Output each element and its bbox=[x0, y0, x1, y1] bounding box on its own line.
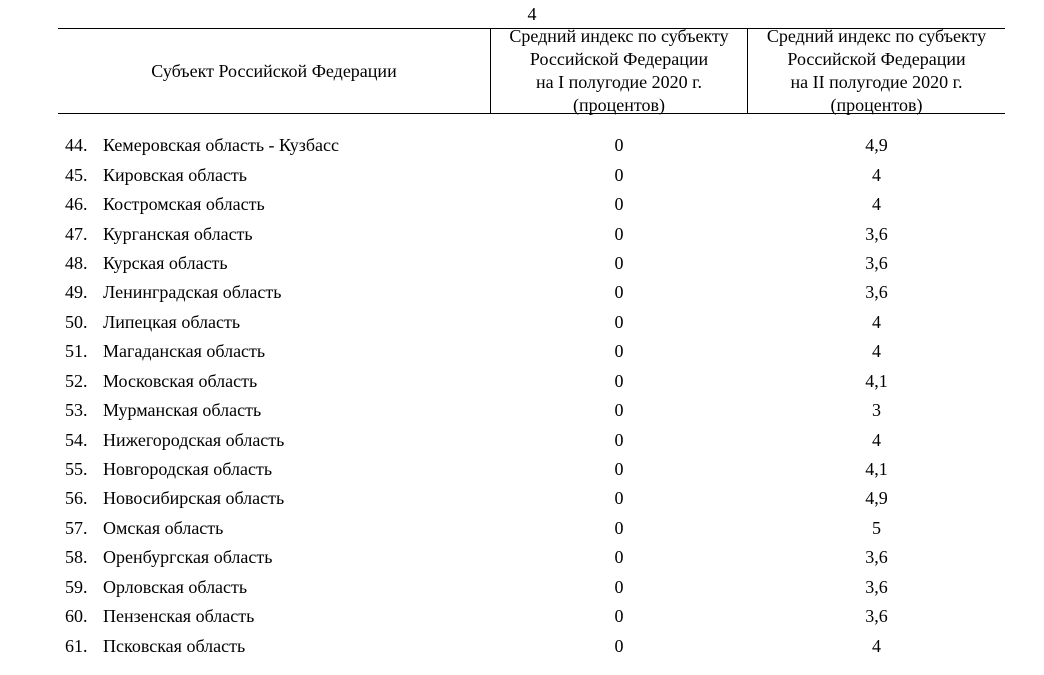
row-number: 53. bbox=[65, 400, 88, 421]
row-number: 46. bbox=[65, 194, 88, 215]
second-half-index: 4 bbox=[872, 341, 881, 362]
subject-name: Новгородская область bbox=[103, 459, 273, 480]
first-half-index: 0 bbox=[614, 635, 624, 656]
second-half-index: 4,1 bbox=[865, 459, 888, 480]
second-half-index: 4 bbox=[872, 194, 881, 215]
page-number: 4 bbox=[527, 4, 537, 24]
subject-name: Нижегородская область bbox=[103, 429, 285, 450]
second-half-index: 3,6 bbox=[865, 547, 888, 568]
first-half-index: 0 bbox=[614, 400, 624, 421]
table-row bbox=[58, 484, 1005, 513]
second-half-index: 4,1 bbox=[865, 370, 888, 391]
subject-name: Магаданская область bbox=[103, 341, 266, 362]
row-number: 49. bbox=[65, 282, 88, 303]
first-half-index: 0 bbox=[614, 341, 624, 362]
row-number: 47. bbox=[65, 223, 88, 244]
first-half-index: 0 bbox=[614, 488, 624, 509]
row-number: 51. bbox=[65, 341, 88, 362]
row-number: 61. bbox=[65, 635, 88, 656]
table-row bbox=[58, 396, 1005, 425]
first-half-index: 0 bbox=[614, 194, 624, 215]
table-row bbox=[58, 455, 1005, 484]
row-number: 45. bbox=[65, 164, 88, 185]
second-half-index: 4,9 bbox=[865, 135, 888, 156]
second-half-index: 3,6 bbox=[865, 252, 888, 273]
row-number: 50. bbox=[65, 311, 88, 332]
subject-name: Костромская область bbox=[103, 194, 265, 215]
table-row bbox=[58, 308, 1005, 337]
first-half-index: 0 bbox=[614, 311, 624, 332]
row-number: 56. bbox=[65, 488, 88, 509]
second-half-index: 4 bbox=[872, 164, 881, 185]
subject-name: Мурманская область bbox=[103, 400, 262, 421]
subject-name: Псковская область bbox=[103, 635, 246, 656]
header-subject: Субъект Российской Федерации bbox=[151, 60, 397, 81]
table-row bbox=[58, 514, 1005, 543]
row-number: 60. bbox=[65, 606, 88, 627]
table-row bbox=[58, 190, 1005, 219]
table-header bbox=[58, 28, 1005, 114]
second-half-index: 4 bbox=[872, 635, 881, 656]
first-half-index: 0 bbox=[614, 547, 624, 568]
first-half-index: 0 bbox=[614, 135, 624, 156]
subject-name: Липецкая область bbox=[103, 311, 241, 332]
table-row bbox=[58, 425, 1005, 454]
subject-name: Новосибирская область bbox=[103, 488, 285, 509]
table-row bbox=[58, 249, 1005, 278]
row-number: 55. bbox=[65, 459, 88, 480]
second-half-index: 3,6 bbox=[865, 606, 888, 627]
subject-name: Московская область bbox=[103, 370, 258, 391]
second-half-index: 5 bbox=[872, 517, 881, 538]
row-number: 57. bbox=[65, 517, 88, 538]
row-number: 52. bbox=[65, 370, 88, 391]
first-half-index: 0 bbox=[614, 282, 624, 303]
subject-name: Ленинградская область bbox=[103, 282, 282, 303]
first-half-index: 0 bbox=[614, 223, 624, 244]
first-half-index: 0 bbox=[614, 606, 624, 627]
table-row bbox=[58, 631, 1005, 660]
index-table bbox=[58, 28, 1005, 661]
first-half-index: 0 bbox=[614, 164, 624, 185]
second-half-index: 4 bbox=[872, 429, 881, 450]
table-row bbox=[58, 602, 1005, 631]
row-number: 44. bbox=[65, 135, 88, 156]
header-second-half: Средний индекс по субъекту Российской Федерации на II полугодие 2020 г. (процентов) bbox=[766, 26, 987, 115]
first-half-index: 0 bbox=[614, 252, 624, 273]
second-half-index: 3,6 bbox=[865, 576, 888, 597]
subject-name: Курская область bbox=[103, 252, 228, 273]
first-half-index: 0 bbox=[614, 429, 624, 450]
table-row bbox=[58, 367, 1005, 396]
row-number: 54. bbox=[65, 429, 88, 450]
second-half-index: 3,6 bbox=[865, 223, 888, 244]
subject-name: Оренбургская область bbox=[103, 547, 273, 568]
second-half-index: 3,6 bbox=[865, 282, 888, 303]
second-half-index: 4,9 bbox=[865, 488, 888, 509]
second-half-index: 4 bbox=[872, 311, 881, 332]
subject-name: Орловская область bbox=[103, 576, 248, 597]
row-number: 48. bbox=[65, 252, 88, 273]
table-body bbox=[58, 131, 1005, 661]
subject-name: Кировская область bbox=[103, 164, 248, 185]
subject-name: Курганская область bbox=[103, 223, 253, 244]
second-half-index: 3 bbox=[872, 400, 881, 421]
first-half-index: 0 bbox=[614, 370, 624, 391]
first-half-index: 0 bbox=[614, 459, 624, 480]
table-row bbox=[58, 543, 1005, 572]
table-row bbox=[58, 219, 1005, 248]
table-row bbox=[58, 278, 1005, 307]
row-number: 59. bbox=[65, 576, 88, 597]
table-row bbox=[58, 131, 1005, 160]
first-half-index: 0 bbox=[614, 576, 624, 597]
row-number: 58. bbox=[65, 547, 88, 568]
subject-name: Пензенская область bbox=[103, 606, 255, 627]
first-half-index: 0 bbox=[614, 517, 624, 538]
header-first-half: Средний индекс по субъекту Российской Федерации на I полугодие 2020 г. (процентов) bbox=[490, 29, 748, 113]
table-row bbox=[58, 160, 1005, 189]
subject-name: Кемеровская область - Кузбасс bbox=[103, 135, 339, 156]
table-row bbox=[58, 573, 1005, 602]
table-row bbox=[58, 337, 1005, 366]
subject-name: Омская область bbox=[103, 517, 224, 538]
